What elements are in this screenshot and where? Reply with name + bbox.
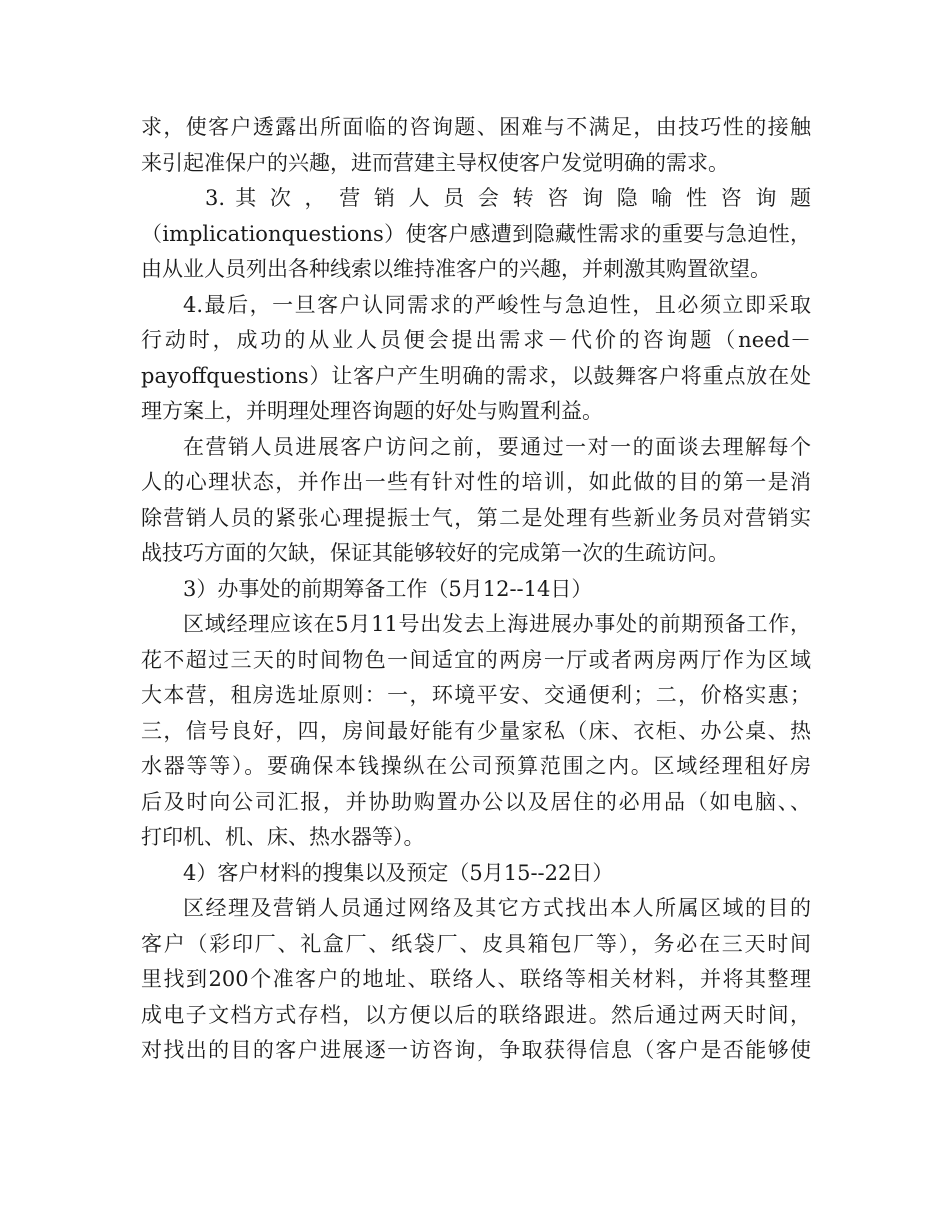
text-line: 除营销人员的紧张心理提振士气，第二是处理有些新业务员对营销实 [141, 505, 811, 530]
text-line: 区域经理应该在5月11号出发去上海进展办事处的前期预备工作， [183, 612, 811, 636]
text-line: 3. 其 次 ， 营 销 人 员 会 转 咨 询 隐 喻 性 咨 询 题 [205, 186, 811, 210]
text-line: 来引起准保户的兴趣，进而营建主导权使客户发觉明确的需求。 [141, 150, 729, 175]
text-line: 花不超过三天的时间物色一间适宜的两房一厅或者两房两厅作为区域 [141, 647, 811, 672]
paragraph-customer-data [141, 891, 811, 1069]
text-line: 水器等等）。要确保本钱操纵在公司预算范围之内。区域经理租好房 [141, 754, 811, 778]
heading-text: 3）办事处的前期筹备工作（5月12--14日） [183, 576, 593, 601]
section-heading-office-preparation [141, 572, 811, 608]
paragraph-spin-continuation [141, 110, 811, 181]
document-body [141, 110, 811, 1069]
text-line: 打印机、机、床、热水器等）。 [141, 825, 425, 849]
heading-text: 4）客户材料的搜集以及预定（5月15--22日） [183, 860, 614, 885]
text-line: 区经理及营销人员通过网络及其它方式找出本人所属区域的目的 [183, 896, 811, 920]
text-line: 里找到200个准客户的地址、联络人、联络等相关材料，并将其整理 [141, 967, 811, 991]
text-line: 行动时，成功的从业人员便会提出需求－代价的咨询题（need－ [141, 328, 811, 352]
paragraph-office-preparation [141, 607, 811, 856]
text-line: 客户（彩印厂、礼盒厂、纸袋厂、皮具箱包厂等），务必在三天时间 [141, 931, 811, 956]
text-line: 大本营，租房选址原则：一，环境平安、交通便利；二，价格实惠； [141, 683, 811, 707]
paragraph-implication-questions [141, 181, 811, 288]
text-line: 求，使客户透露出所面临的咨询题、困难与不满足，由技巧性的接触 [141, 115, 811, 139]
text-line: 在营销人员进展客户访问之前，要通过一对一的面谈去理解每个 [183, 434, 811, 459]
text-line: payoffquestions）让客户产生明确的需求，以鼓舞客户将重点放在处 [141, 363, 811, 388]
text-line: 三，信号良好，四，房间最好能有少量家私（床、衣柜、办公桌、热 [141, 718, 811, 743]
section-heading-customer-data [141, 856, 811, 892]
paragraph-training [141, 430, 811, 572]
text-line: 由从业人员列出各种线索以维持准客户的兴趣，并刺激其购置欲望。 [141, 257, 771, 281]
text-line: 4.最后，一旦客户认同需求的严峻性与急迫性，且必须立即采取 [183, 292, 811, 317]
paragraph-need-payoff-questions [141, 288, 811, 430]
text-line: 人的心理状态，并作出一些有针对性的培训，如此做的目的第一是消 [141, 470, 811, 494]
text-line: 后及时向公司汇报，并协助购置办公以及居住的必用品（如电脑、、 [141, 789, 811, 814]
text-line: 成电子文档方式存档，以方便以后的联络跟进。然后通过两天时间， [141, 1002, 811, 1027]
text-line: 战技巧方面的欠缺，保证其能够较好的完成第一次的生疏访问。 [141, 541, 729, 565]
text-line: （implicationquestions）使客户感遭到隐藏性需求的重要与急迫性， [141, 221, 811, 246]
text-line: 对找出的目的客户进展逐一访咨询，争取获得信息（客户是否能够使 [141, 1038, 811, 1062]
text-line: 理方案上，并明理处理咨询题的好处与购置利益。 [141, 399, 603, 423]
